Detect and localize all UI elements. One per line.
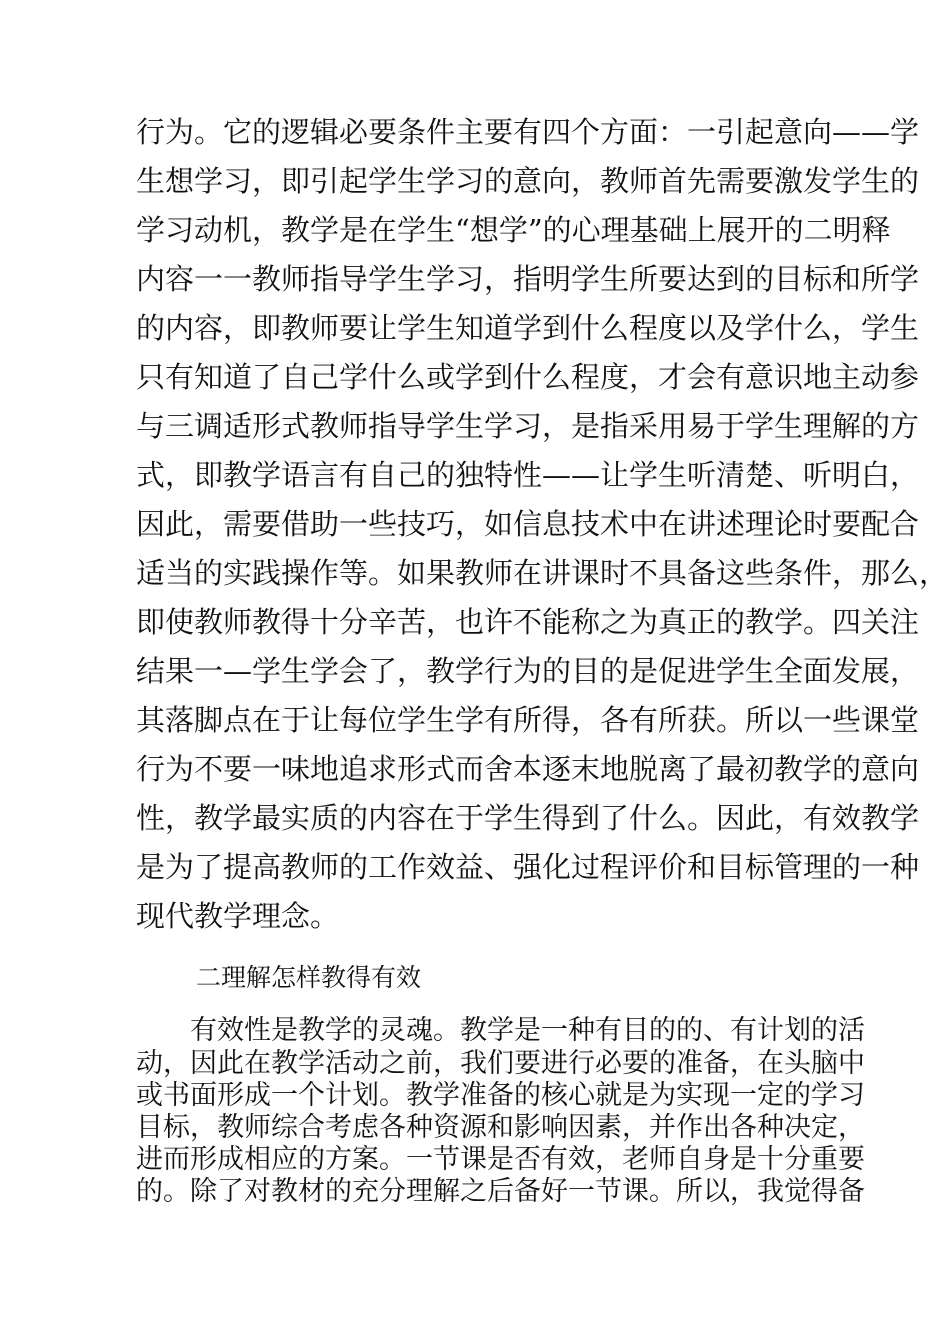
paragraph-line: 结果一—学生学会了，教学行为的目的是促进学生全面发展， <box>136 654 920 688</box>
paragraph-line: 行为。它的逻辑必要条件主要有四个方面：一引起意向——学 <box>136 115 920 149</box>
paragraph-line: 是为了提高教师的工作效益、强化过程评价和目标管理的一种 <box>136 850 920 884</box>
paragraph-line: 或书面形成一个计划。教学准备的核心就是为实现一定的学习 <box>136 1080 865 1111</box>
paragraph-line: 动，因此在教学活动之前，我们要进行必要的准备，在头脑中 <box>136 1048 865 1079</box>
section-heading: 二理解怎样教得有效 <box>196 963 422 992</box>
paragraph-line: 只有知道了自己学什么或学到什么程度，才会有意识地主动参 <box>136 360 920 394</box>
paragraph-line: 学习动机，教学是在学生“想学”的心理基础上展开的二明释 <box>136 213 891 247</box>
paragraph-line: 其落脚点在于让每位学生学有所得，各有所获。所以一些课堂 <box>136 703 920 737</box>
paragraph-line: 式，即教学语言有自己的独特性——让学生听清楚、听明白， <box>136 458 920 492</box>
paragraph-line: 即使教师教得十分辛苦，也许不能称之为真正的教学。四关注 <box>136 605 920 639</box>
paragraph-line: 性，教学最实质的内容在于学生得到了什么。因此，有效教学 <box>136 801 920 835</box>
paragraph-line: 因此，需要借助一些技巧，如信息技术中在讲述理论时要配合 <box>136 507 920 541</box>
paragraph-line: 有效性是教学的灵魂。教学是一种有目的的、有计划的活 <box>190 1015 865 1046</box>
paragraph-line: 现代教学理念。 <box>136 899 340 933</box>
paragraph-line: 的内容，即教师要让学生知道学到什么程度以及学什么，学生 <box>136 311 920 345</box>
paragraph-line: 适当的实践操作等。如果教师在讲课时不具备这些条件，那么， <box>136 556 949 590</box>
paragraph-line: 与三调适形式教师指导学生学习，是指采用易于学生理解的方 <box>136 409 920 443</box>
paragraph-line: 行为不要一味地追求形式而舍本逐末地脱离了最初教学的意向 <box>136 752 920 786</box>
paragraph-line: 内容一一教师指导学生学习，指明学生所要达到的目标和所学 <box>136 262 920 296</box>
paragraph-line: 生想学习，即引起学生学习的意向，教师首先需要激发学生的 <box>136 164 920 198</box>
paragraph-line: 进而形成相应的方案。一节课是否有效，老师自身是十分重要 <box>136 1144 865 1175</box>
paragraph-line: 目标，教师综合考虑各种资源和影响因素，并作出各种决定， <box>136 1112 865 1143</box>
paragraph-line: 的。除了对教材的充分理解之后备好一节课。所以，我觉得备 <box>136 1176 865 1207</box>
